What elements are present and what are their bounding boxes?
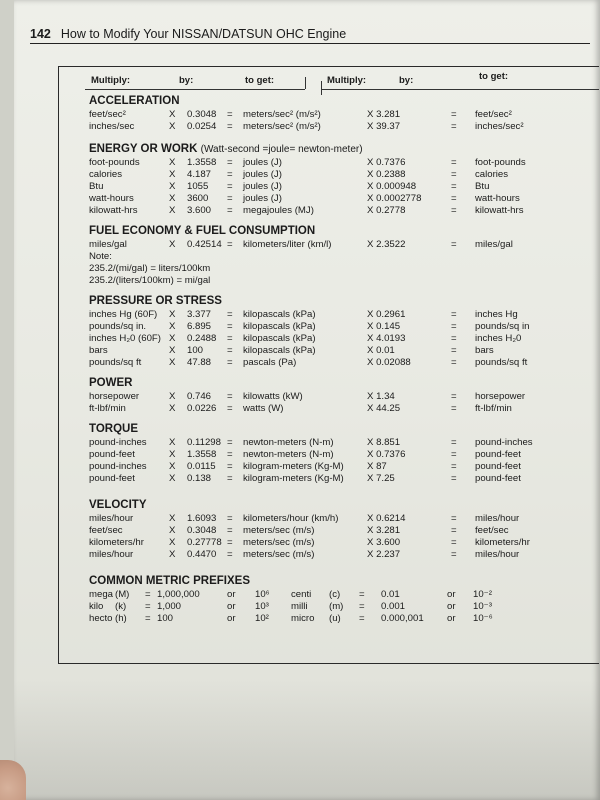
cell-req: = [451,157,457,168]
cell-factor: 0.3048 [187,109,217,120]
cell-rresult: inches Hg [475,309,518,320]
cell-result: meters/sec² (m/s²) [243,121,321,132]
cell-factor: 0.0226 [187,403,217,414]
cell-eq: = [145,601,151,612]
cell-rfactor: X 3.600 [367,537,401,548]
cell-name2: micro [291,613,315,624]
table-row [59,525,599,537]
cell-unit: horsepower [89,391,140,402]
cell-eq: = [227,239,233,250]
cell-req: = [451,205,457,216]
cell-factor: 0.3048 [187,525,217,536]
cell-rresult: miles/hour [475,549,520,560]
cell-x: X [169,193,176,204]
cell-factor: 0.4470 [187,549,217,560]
table-row [59,461,599,473]
cell-rresult: pound-inches [475,437,533,448]
cell-sym: (M) [115,589,130,600]
conversion-table [58,66,599,664]
cell-rfactor: X 44.25 [367,403,401,414]
col-multiply: Multiply: [91,75,131,86]
cell-rfactor: X 3.281 [367,525,401,536]
cell-unit: miles/hour [89,549,134,560]
cell-unit: pound-feet [89,473,135,484]
cell-x: X [169,525,176,536]
cell-unit: pound-inches [89,461,147,472]
cell-factor: 0.27778 [187,537,222,548]
cell-unit: ft-lbf/min [89,403,126,414]
table-row [59,345,599,357]
cell-value2: 0.01 [381,589,400,600]
cell-pow: 10³ [255,601,269,612]
cell-rfactor: X 0.145 [367,321,401,332]
cell-rresult: bars [475,345,494,356]
fuel-note-line: 235.2/(liters/100km) = mi/gal [89,275,211,286]
cell-result: kilowatts (kW) [243,391,303,402]
cell-x: X [169,181,176,192]
section-title-energy [89,143,363,155]
cell-eq: = [227,345,233,356]
cell-result: kilometers/hour (km/h) [243,513,339,524]
col-by-2: by: [399,75,414,86]
cell-eq: = [227,391,233,402]
cell-sym2: (c) [329,589,341,600]
cell-unit: inches H₂0 (60F) [89,333,161,344]
cell-pow2: 10⁻⁶ [473,613,493,624]
cell-value2: 0.001 [381,601,406,612]
cell-rresult: pounds/sq ft [475,357,528,368]
cell-factor: 1.6093 [187,513,217,524]
cell-rfactor: X 0.7376 [367,157,406,168]
cell-x: X [169,169,176,180]
cell-req: = [451,309,457,320]
table-row [59,193,599,205]
cell-rfactor: X 0.000948 [367,181,417,192]
cell-factor: 1.3558 [187,449,217,460]
table-row [59,437,599,449]
cell-result: meters/sec² (m/s²) [243,109,321,120]
header-tick-right [321,81,322,95]
cell-x: X [169,333,176,344]
table-row [59,321,599,333]
section-subtitle: (Watt-second =joule= newton-meter) [200,144,363,155]
cell-sym: (h) [115,613,127,624]
cell-unit: Btu [89,181,104,192]
cell-result: joules (J) [243,169,282,180]
cell-factor: 0.2488 [187,333,217,344]
cell-x: X [169,461,176,472]
cell-result: kilopascals (kPa) [243,321,316,332]
table-row [59,109,599,121]
cell-unit: foot-pounds [89,157,140,168]
cell-x: X [169,321,176,332]
table-row [59,357,599,369]
cell-eq: = [227,549,233,560]
cell-result: kilopascals (kPa) [243,333,316,344]
col-to-get-2: to get: [479,71,509,82]
col-multiply-2: Multiply: [327,75,367,86]
cell-rresult: Btu [475,181,490,192]
cell-factor: 0.11298 [187,437,221,448]
cell-rresult: miles/hour [475,513,520,524]
cell-rfactor: X 0.01 [367,345,395,356]
cell-factor: 3.377 [187,309,212,320]
cell-rresult: inches H₂0 [475,333,522,344]
table-row [59,205,599,217]
table-row [59,449,599,461]
cell-factor: 100 [187,345,204,356]
cell-rresult: pound-feet [475,449,521,460]
section-title-torque [89,423,138,435]
cell-eq: = [227,169,233,180]
cell-rresult: calories [475,169,509,180]
cell-req: = [451,121,457,132]
cell-eq: = [227,449,233,460]
section-title-text: ACCELERATION [89,95,180,107]
thumb [0,760,26,800]
cell-req: = [451,449,457,460]
cell-x: X [169,449,176,460]
cell-x: X [169,309,176,320]
cell-eq: = [227,437,233,448]
cell-x: X [169,157,176,168]
cell-rresult: miles/gal [475,239,513,250]
cell-rfactor: X 2.3522 [367,239,406,250]
col-to-get: to get: [245,75,275,86]
cell-factor: 1055 [187,181,209,192]
cell-unit: feet/sec² [89,109,126,120]
cell-req: = [451,109,457,120]
prefix-row [59,613,599,625]
cell-unit: pounds/sq ft [89,357,142,368]
cell-eq: = [227,309,233,320]
cell-req: = [451,321,457,332]
header-underline-left [85,89,305,90]
section-title-text: POWER [89,377,133,389]
cell-eq: = [227,403,233,414]
cell-factor: 1.3558 [187,157,217,168]
cell-rfactor: X 7.25 [367,473,395,484]
cell-eq2: = [359,589,365,600]
cell-x: X [169,473,176,484]
cell-rresult: kilometers/hr [475,537,530,548]
cell-x: X [169,121,176,132]
cell-eq: = [227,537,233,548]
cell-rfactor: X 0.2961 [367,309,406,320]
cell-rresult: watt-hours [475,193,520,204]
cell-factor: 47.88 [187,357,212,368]
prefix-row [59,589,599,601]
cell-eq: = [227,357,233,368]
cell-or: or [227,601,236,612]
cell-unit: inches Hg (60F) [89,309,158,320]
cell-or2: or [447,589,456,600]
cell-rfactor: X 39.37 [367,121,401,132]
cell-result: joules (J) [243,181,282,192]
cell-eq: = [227,513,233,524]
cell-result: meters/sec (m/s) [243,525,315,536]
cell-eq: = [227,461,233,472]
table-row [59,157,599,169]
cell-eq: = [227,181,233,192]
cell-pow: 10² [255,613,269,624]
cell-unit: miles/hour [89,513,134,524]
cell-value: 100 [157,613,174,624]
cell-rfactor: X 0.7376 [367,449,406,460]
cell-req: = [451,549,457,560]
cell-req: = [451,461,457,472]
cell-name: mega [89,589,113,600]
cell-or: or [227,589,236,600]
cell-result: megajoules (MJ) [243,205,314,216]
fuel-note-line: Note: [89,251,112,262]
section-title-prefixes [89,575,250,587]
section-title-text: COMMON METRIC PREFIXES [89,575,251,587]
cell-rfactor: X 4.0193 [367,333,406,344]
cell-x: X [169,437,176,448]
cell-req: = [451,437,457,448]
page-number: 142 [30,27,51,41]
cell-result: kilometers/liter (km/l) [243,239,332,250]
cell-req: = [451,193,457,204]
col-by: by: [179,75,194,86]
cell-eq: = [227,333,233,344]
cell-eq: = [227,121,233,132]
cell-x: X [169,513,176,524]
cell-eq2: = [359,613,365,624]
cell-eq2: = [359,601,365,612]
cell-pow2: 10⁻³ [473,601,492,612]
cell-rfactor: X 0.2778 [367,205,406,216]
cell-rfactor: X 2.237 [367,549,401,560]
section-title-fuel [89,225,315,237]
cell-factor: 0.42514 [187,239,222,250]
book-page [14,0,600,800]
cell-rfactor: X 3.281 [367,109,401,120]
cell-factor: 3.600 [187,205,212,216]
cell-rresult: feet/sec [475,525,509,536]
cell-result: kilopascals (kPa) [243,309,316,320]
cell-name2: centi [291,589,312,600]
cell-or: or [227,613,236,624]
section-title-acceleration [89,95,180,107]
cell-or2: or [447,613,456,624]
cell-x: X [169,357,176,368]
cell-result: kilogram-meters (Kg-M) [243,473,344,484]
cell-x: X [169,239,176,250]
table-row [59,239,599,251]
cell-eq: = [227,473,233,484]
cell-factor: 4.187 [187,169,212,180]
cell-sym2: (u) [329,613,341,624]
table-row [59,309,599,321]
cell-unit: watt-hours [89,193,134,204]
cell-result: meters/sec (m/s) [243,549,315,560]
cell-rfactor: X 0.6214 [367,513,406,524]
header-underline-right [321,89,599,90]
cell-result: kilogram-meters (Kg-M) [243,461,344,472]
table-row [59,333,599,345]
cell-rresult: pounds/sq in [475,321,530,332]
cell-req: = [451,473,457,484]
cell-x: X [169,391,176,402]
cell-rresult: inches/sec² [475,121,524,132]
page-shadow [14,680,600,800]
cell-value: 1,000,000 [157,589,200,600]
table-row [59,169,599,181]
cell-factor: 0.0115 [187,461,216,472]
section-title-text: ENERGY OR WORK [89,143,198,155]
cell-rfactor: X 0.2388 [367,169,406,180]
cell-rresult: ft-lbf/min [475,403,512,414]
section-title-text: VELOCITY [89,499,147,511]
cell-unit: inches/sec [89,121,135,132]
cell-rresult: foot-pounds [475,157,526,168]
cell-result: kilopascals (kPa) [243,345,316,356]
cell-req: = [451,239,457,250]
cell-unit: bars [89,345,108,356]
cell-unit: kilometers/hr [89,537,144,548]
cell-pow: 10⁶ [255,589,270,600]
cell-eq: = [227,109,233,120]
table-row [59,473,599,485]
section-title-text: PRESSURE OR STRESS [89,295,222,307]
book-title: How to Modify Your NISSAN/DATSUN OHC Engine [60,27,347,41]
cell-req: = [451,169,457,180]
cell-result: joules (J) [243,157,282,168]
cell-rfactor: X 0.0002778 [367,193,422,204]
cell-name: hecto [89,613,113,624]
cell-req: = [451,403,457,414]
cell-name2: milli [291,601,308,612]
cell-result: newton-meters (N-m) [243,449,334,460]
cell-rresult: horsepower [475,391,526,402]
page-header [30,27,590,44]
prefix-row [59,601,599,613]
section-title-power [89,377,132,389]
cell-value2: 0.000,001 [381,613,424,624]
cell-rresult: pound-feet [475,473,521,484]
table-row [59,403,599,415]
table-row [59,391,599,403]
cell-rresult: pound-feet [475,461,521,472]
cell-req: = [451,513,457,524]
cell-name: kilo [89,601,104,612]
cell-rfactor: X 8.851 [367,437,401,448]
cell-unit: pound-feet [89,449,135,460]
cell-x: X [169,205,176,216]
table-row [59,121,599,133]
cell-req: = [451,333,457,344]
cell-eq: = [145,613,151,624]
cell-req: = [451,345,457,356]
section-title-text: FUEL ECONOMY & FUEL CONSUMPTION [89,225,316,237]
cell-factor: 0.138 [187,473,212,484]
cell-result: pascals (Pa) [243,357,297,368]
cell-rfactor: X 87 [367,461,387,472]
cell-result: newton-meters (N-m) [243,437,334,448]
section-title-velocity [89,499,147,511]
cell-factor: 0.746 [187,391,212,402]
fuel-note-line: 235.2/(mi/gal) = liters/100km [89,263,211,274]
section-title-pressure [89,295,222,307]
cell-unit: pounds/sq in. [89,321,147,332]
cell-value: 1,000 [157,601,182,612]
cell-unit: calories [89,169,123,180]
table-row [59,181,599,193]
cell-eq: = [227,525,233,536]
cell-eq: = [227,321,233,332]
cell-unit: pound-inches [89,437,147,448]
cell-eq: = [227,205,233,216]
cell-eq: = [145,589,151,600]
cell-x: X [169,109,176,120]
cell-req: = [451,181,457,192]
cell-sym: (k) [115,601,127,612]
cell-rresult: kilowatt-hrs [475,205,524,216]
cell-eq: = [227,157,233,168]
cell-result: watts (W) [243,403,284,414]
cell-eq: = [227,193,233,204]
cell-result: meters/sec (m/s) [243,537,315,548]
section-title-text: TORQUE [89,423,138,435]
cell-unit: feet/sec [89,525,123,536]
cell-result: joules (J) [243,193,282,204]
cell-rresult: feet/sec² [475,109,512,120]
cell-pow2: 10⁻² [473,589,492,600]
table-row [59,537,599,549]
cell-rfactor: X 1.34 [367,391,395,402]
cell-req: = [451,391,457,402]
cell-x: X [169,345,176,356]
cell-factor: 3600 [187,193,209,204]
cell-x: X [169,537,176,548]
cell-req: = [451,537,457,548]
cell-req: = [451,525,457,536]
cell-unit: kilowatt-hrs [89,205,138,216]
cell-x: X [169,403,176,414]
table-row [59,549,599,561]
cell-factor: 0.0254 [187,121,217,132]
cell-sym2: (m) [329,601,344,612]
cell-factor: 6.895 [187,321,212,332]
cell-unit: miles/gal [89,239,127,250]
header-tick [305,77,306,89]
cell-req: = [451,357,457,368]
cell-rfactor: X 0.02088 [367,357,411,368]
cell-or2: or [447,601,456,612]
cell-x: X [169,549,176,560]
table-row [59,513,599,525]
